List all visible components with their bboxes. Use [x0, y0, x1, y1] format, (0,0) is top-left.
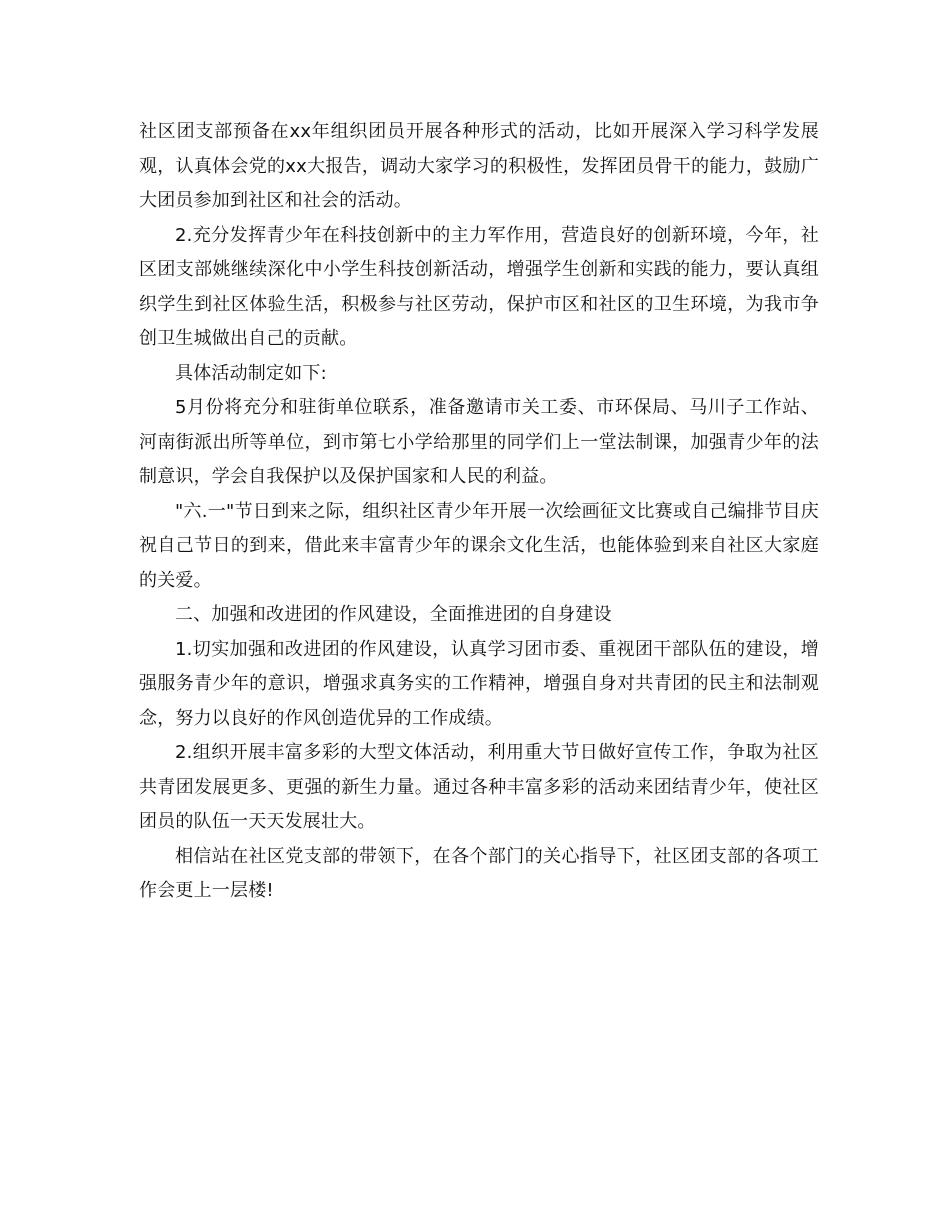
paragraph-2: 2.充分发挥青少年在科技创新中的主力军作用，营造良好的创新环境，今年，社区团支部姚继续深化中小学生科技创新活动，增强学生创新和实践的能力，要认真组织学生到社区体验生活，积极参与社区劳动，保护市区和社区的卫生环境，为我市争创卫生城做出自己的贡献。 [139, 224, 819, 349]
section-heading: 二、加强和改进团的作风建设，全面推进团的自身建设 [175, 604, 612, 625]
paragraph-3: 具体活动制定如下: [175, 362, 327, 384]
document-body [139, 115, 819, 909]
paragraph-7: 1.切实加强和改进团的作风建设，认真学习团市委、重视团干部队伍的建设，增强服务青少年的意识，增强求真务实的工作精神，增强自身对共青团的民主和法制观念，努力以良好的作风创造优异的工作成绩。 [139, 638, 819, 729]
paragraph-5: "六.一"节日到来之际，组织社区青少年开展一次绘画征文比赛或自己编排节目庆祝自己节日的到来，借此来丰富青少年的课余文化生活，也能体验到来自社区大家庭的关爱。 [139, 500, 819, 591]
paragraph-1: 社区团支部预备在xx年组织团员开展各种形式的活动，比如开展深入学习科学发展观，认真体会党的xx大报告，调动大家学习的积极性，发挥团员骨干的能力，鼓励广大团员参加到社区和社会的活动。 [139, 121, 819, 211]
paragraph-9: 相信站在社区党支部的带领下，在各个部门的关心指导下，社区团支部的各项工作会更上一层楼! [139, 845, 819, 901]
paragraph-8: 2.组织开展丰富多彩的大型文体活动，利用重大节日做好宣传工作，争取为社区共青团发展更多、更强的新生力量。通过各种丰富多彩的活动来团结青少年，使社区团员的队伍一天天发展壮大。 [139, 742, 819, 832]
paragraph-4: 5月份将充分和驻街单位联系，准备邀请市关工委、市环保局、马川子工作站、河南街派出所等单位，到市第七小学给那里的同学们上一堂法制课，加强青少年的法制意识，学会自我保护以及保护国家和人民的利益。 [139, 397, 819, 487]
